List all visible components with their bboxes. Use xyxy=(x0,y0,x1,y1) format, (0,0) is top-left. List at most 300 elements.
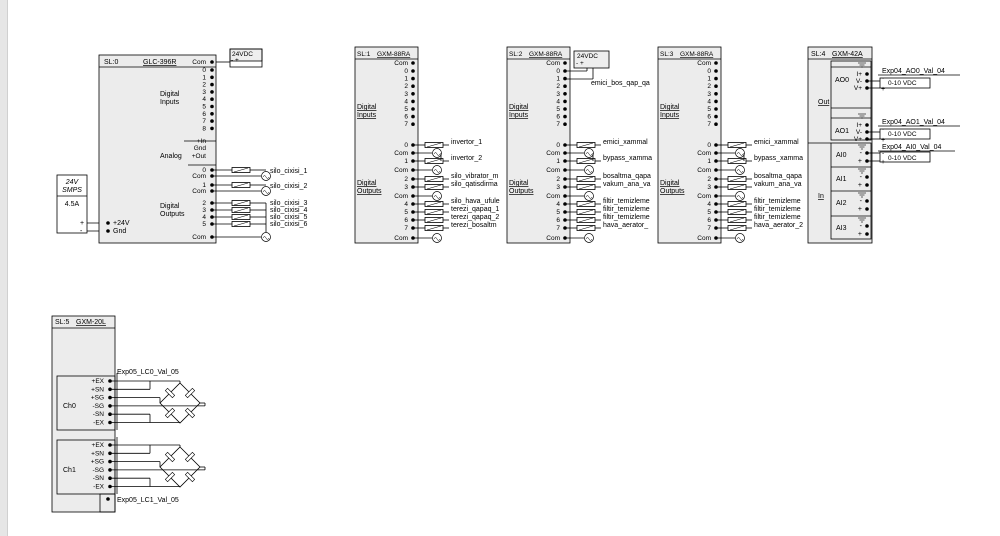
output-pin-label: Com xyxy=(192,173,206,180)
input-pin-label: 1 xyxy=(707,75,711,83)
terminal-dot xyxy=(563,84,567,88)
output-tag-label: silo_qatisdirma xyxy=(451,181,498,188)
lamp-icon xyxy=(433,166,442,175)
relay-contact-icon xyxy=(232,183,250,188)
ai-channel-name: AI3 xyxy=(836,225,847,232)
terminal-dot xyxy=(210,83,214,87)
module-slot-label: SL:1 xyxy=(357,51,371,58)
loadcell-term-label: +EX xyxy=(91,378,104,385)
output-pin-label: 4 xyxy=(202,214,206,221)
input-pin-label: 6 xyxy=(202,110,206,118)
relay-output-circuit xyxy=(716,155,803,164)
relay-output-circuit xyxy=(716,139,799,148)
output-pin-label: 5 xyxy=(202,221,206,228)
relay-output-circuit xyxy=(565,222,648,231)
terminal-dot xyxy=(865,232,869,236)
output-tag-label: silo_cixisi_3 xyxy=(270,200,308,207)
relay-contact-icon xyxy=(232,168,250,173)
input-pin-label: 3 xyxy=(404,90,408,98)
output-pin-label: Com xyxy=(192,234,206,241)
terminal-dot xyxy=(714,84,718,88)
relay-contact-icon xyxy=(232,222,250,227)
input-pin-label: 4 xyxy=(707,98,711,106)
loadcell-term-label: +SN xyxy=(91,386,104,394)
terminal-dot xyxy=(411,92,415,96)
relay-output-circuit xyxy=(413,222,497,231)
output-tag-label: silo_cixisi_4 xyxy=(270,207,308,214)
relay-contact-icon xyxy=(577,177,595,182)
ai-term-label: - xyxy=(859,174,862,181)
digital-outputs-title: Digital xyxy=(660,180,680,187)
lamp-circle xyxy=(585,234,594,243)
input-pin-label: 5 xyxy=(202,103,206,111)
output-tag-label: silo_cixisi_5 xyxy=(270,214,308,221)
ai-channel-name: AI0 xyxy=(836,152,847,159)
ai-term-label: - xyxy=(859,223,862,230)
smps-minus-label: - xyxy=(80,228,83,235)
com-label: Com xyxy=(394,235,408,242)
in-group-label: In xyxy=(818,193,824,200)
com-label: Com xyxy=(697,193,711,200)
lamp-icon xyxy=(262,187,271,196)
terminal-dot xyxy=(865,224,869,228)
loadcell-channel-name: Ch0 xyxy=(63,403,76,410)
plc-supply-pm: - + xyxy=(231,57,239,64)
plc-main-module xyxy=(99,49,307,243)
output-pin-label: 3 xyxy=(404,184,408,191)
output-pin-label: 1 xyxy=(556,158,560,165)
output-tag-label: silo_cixisi_6 xyxy=(270,221,308,228)
plc-output-circuit xyxy=(212,183,307,191)
output-pin-label: 6 xyxy=(556,217,560,224)
loadcell-term-label: -SG xyxy=(92,466,104,474)
output-pin-label: 1 xyxy=(707,158,711,165)
relay-contact-icon xyxy=(577,143,595,148)
input-pin-label: 3 xyxy=(556,90,560,98)
output-pin-label: 4 xyxy=(556,201,560,208)
loadcell-term-label: -SN xyxy=(92,475,104,483)
power-term-label: Gnd xyxy=(113,228,127,235)
terminal-dot xyxy=(865,175,869,179)
lamp-icon xyxy=(736,234,745,243)
lamp-circle xyxy=(585,149,594,158)
output-tag-label: terezi_bosaltm xyxy=(451,222,497,229)
lamp-circle xyxy=(433,166,442,175)
terminal-dot xyxy=(563,61,567,65)
terminal-dot xyxy=(714,107,718,111)
loadcell-bridge-icon xyxy=(160,447,200,487)
plc-output-circuit xyxy=(212,221,307,228)
range-label: 0-10 VDC xyxy=(888,80,917,87)
relay-contact-icon xyxy=(728,202,746,207)
analog-pin-label: +Out xyxy=(191,153,206,160)
terminal-dot xyxy=(714,122,718,126)
lamp-icon xyxy=(262,172,271,181)
ao-tag-label: Exp04_AO1_Val_04 xyxy=(882,119,945,126)
input-pin-label: 5 xyxy=(404,106,408,113)
relay-contact-icon xyxy=(577,210,595,215)
terminal-dot xyxy=(210,76,214,80)
terminal-dot xyxy=(210,112,214,116)
com-label: Com xyxy=(394,167,408,174)
plc-output-circuit xyxy=(212,168,307,176)
plc-output-circuit xyxy=(212,214,307,221)
digital-inputs-title: Digital xyxy=(509,104,529,111)
terminal-dot xyxy=(563,115,567,119)
plc-model-label: GLC-396R xyxy=(143,59,177,66)
loadcell-term-label: +EX xyxy=(91,442,104,449)
com-label: Com xyxy=(546,150,560,157)
terminal-dot xyxy=(210,68,214,72)
output-pin-label: 4 xyxy=(404,201,408,208)
digital-outputs-title: Outputs xyxy=(160,211,185,218)
input-pin-label: 0 xyxy=(404,68,408,75)
lamp-circle xyxy=(736,234,745,243)
terminal-dot xyxy=(411,84,415,88)
output-tag-label: filtir_temizleme xyxy=(754,198,801,205)
com-label: Com xyxy=(697,150,711,157)
range-minus: - xyxy=(882,150,885,157)
relay-contact-icon xyxy=(577,159,595,164)
output-tag-label: emici_xammal xyxy=(603,139,648,146)
input-pin-label: 1 xyxy=(202,74,206,82)
plc-output-circuit xyxy=(212,207,307,214)
input-pin-label: 4 xyxy=(202,96,206,104)
loadcell-term-label: -EX xyxy=(93,419,104,427)
output-pin-label: 4 xyxy=(707,201,711,208)
input-pin-label: 3 xyxy=(707,90,711,98)
output-pin-label: 0 xyxy=(202,167,206,174)
terminal-dot xyxy=(210,97,214,101)
terminal-dot xyxy=(210,127,214,131)
output-pin-label: 2 xyxy=(707,176,711,183)
smps-name-label: SMPS xyxy=(62,187,82,194)
com-label: Com xyxy=(394,60,408,67)
terminal-dot xyxy=(563,92,567,96)
lamp-icon xyxy=(585,149,594,158)
digital-outputs-title: Outputs xyxy=(509,188,534,195)
loadcell-tag-label: Exp05_LC0_Val_05 xyxy=(117,369,179,376)
lamp-circle xyxy=(262,233,271,242)
relay-contact-icon xyxy=(577,226,595,231)
digital-inputs-title: Inputs xyxy=(160,99,180,106)
output-tag-label: terezi_qapaq_2 xyxy=(451,214,500,221)
relay-contact-icon xyxy=(728,218,746,223)
relay-contact-icon xyxy=(425,159,443,164)
input-pin-label: 2 xyxy=(556,83,560,91)
relay-output-circuit xyxy=(413,139,482,148)
digital-inputs-title: Digital xyxy=(357,104,377,111)
output-tag-label: filtir_temizleme xyxy=(603,198,650,205)
relay-module-3 xyxy=(658,47,803,243)
output-pin-label: 3 xyxy=(556,184,560,191)
ao-term-label: V+ xyxy=(853,136,862,143)
relay-output-circuit xyxy=(565,139,648,148)
digital-inputs-title: Digital xyxy=(160,91,180,98)
output-tag-label: hava_aerator_ xyxy=(603,222,649,229)
ao-term-label: I+ xyxy=(856,71,862,78)
range-plus: + xyxy=(881,159,886,166)
lamp-icon xyxy=(433,234,442,243)
terminal-dot xyxy=(411,61,415,65)
range-plus: + xyxy=(881,86,886,93)
output-pin-label: 1 xyxy=(404,158,408,165)
lamp-icon xyxy=(262,233,271,242)
digital-inputs-title: Digital xyxy=(660,104,680,111)
com-label: Com xyxy=(546,235,560,242)
terminal-dot xyxy=(411,107,415,111)
terminal-dot xyxy=(210,119,214,123)
terminal-dot xyxy=(865,123,869,127)
output-tag-label: silo_cixisi_2 xyxy=(270,183,308,190)
module-model-label: GXM-42A xyxy=(832,51,863,58)
output-tag-label: silo_cixisi_1 xyxy=(270,168,308,175)
output-tag-label: bypass_xamma xyxy=(603,155,653,162)
input-pin-label: 7 xyxy=(404,121,408,129)
relay-output-circuit xyxy=(565,181,651,190)
output-tag-label: invertor_1 xyxy=(451,139,483,146)
terminal-dot xyxy=(106,221,110,225)
ai-term-label: + xyxy=(857,182,862,189)
input-pin-label: 6 xyxy=(707,113,711,121)
output-tag-label: invertor_2 xyxy=(451,155,483,162)
terminal-dot xyxy=(865,199,869,203)
output-pin-label: 7 xyxy=(404,225,408,232)
relay-contact-icon xyxy=(425,202,443,207)
loadcell-module xyxy=(52,316,205,512)
output-pin-label: 7 xyxy=(707,225,711,232)
output-pin-label: 5 xyxy=(707,209,711,216)
ao-term-label: V+ xyxy=(853,85,862,92)
output-tag-label: emici_xammal xyxy=(754,139,799,146)
ai-channel-name: AI2 xyxy=(836,200,847,207)
output-pin-label: 2 xyxy=(556,176,560,183)
plc-slot-label: SL:0 xyxy=(104,59,119,66)
digital-inputs-title: Inputs xyxy=(357,112,377,119)
terminal-dot xyxy=(411,77,415,81)
output-pin-label: 6 xyxy=(707,217,711,224)
ao-term-label: V- xyxy=(855,78,862,85)
relay-contact-icon xyxy=(232,208,250,213)
lamp-circle xyxy=(736,192,745,201)
terminal-dot xyxy=(563,122,567,126)
range-label: 0-10 VDC xyxy=(888,131,917,138)
relay-contact-icon xyxy=(425,226,443,231)
output-tag-label: filtir_temizleme xyxy=(603,206,650,213)
range-plus: + xyxy=(881,137,886,144)
relay-contact-icon xyxy=(232,215,250,220)
input-pin-label: 5 xyxy=(707,106,711,113)
analog-title: Analog xyxy=(160,153,182,160)
terminal-dot xyxy=(865,72,869,76)
input-pin-label: 0 xyxy=(707,68,711,75)
loadcell-term-label: -SG xyxy=(92,402,104,410)
terminal-dot xyxy=(106,497,110,501)
analog-pin-label: +In xyxy=(196,138,206,145)
lamp-icon xyxy=(736,192,745,201)
range-minus: - xyxy=(882,126,885,133)
analog-module xyxy=(808,47,960,243)
plc-output-circuit xyxy=(212,200,307,207)
output-tag-label: filtir_temizleme xyxy=(754,214,801,221)
ai-term-label: + xyxy=(857,206,862,213)
lamp-icon xyxy=(585,166,594,175)
module-slot-label: SL:2 xyxy=(509,51,523,58)
ao-channel-name: AO0 xyxy=(835,77,850,84)
output-tag-label: silo_vibrator_m xyxy=(451,173,499,180)
terminal-dot xyxy=(865,207,869,211)
output-tag-label: silo_hava_ufule xyxy=(451,198,500,205)
module-model-label: GXM-20L xyxy=(76,319,106,326)
loadcell-bridge-icon xyxy=(160,383,200,423)
relay-module-box xyxy=(507,47,570,243)
terminal-dot xyxy=(411,100,415,104)
input-pin-label: 2 xyxy=(202,81,206,89)
output-pin-label: 7 xyxy=(556,225,560,232)
lamp-icon xyxy=(433,149,442,158)
input-pin-label: 2 xyxy=(707,83,711,91)
output-tag-label: filtir_temizleme xyxy=(754,206,801,213)
lamp-circle xyxy=(262,172,271,181)
output-pin-label: Com xyxy=(192,188,206,195)
terminal-dot xyxy=(714,69,718,73)
input-pin-label: 8 xyxy=(202,125,206,133)
input-pin-label: 7 xyxy=(556,121,560,129)
output-pin-label: 5 xyxy=(404,209,408,216)
terminal-dot xyxy=(563,77,567,81)
ai-term-label: + xyxy=(857,231,862,238)
input-pin-label: 6 xyxy=(404,113,408,121)
digital-inputs-title: Inputs xyxy=(509,112,529,119)
input-pin-label: 0 xyxy=(202,67,206,74)
loadcell-term-label: +SG xyxy=(90,394,104,402)
relay-module-box xyxy=(355,47,418,243)
terminal-dot xyxy=(210,105,214,109)
bus-tag-label: emici_bos_qap_qa xyxy=(591,80,650,87)
digital-outputs-title: Outputs xyxy=(357,188,382,195)
relay-contact-icon xyxy=(425,210,443,215)
input-pin-label: 1 xyxy=(404,75,408,83)
terminal-dot xyxy=(714,92,718,96)
output-pin-label: 2 xyxy=(202,200,206,207)
relay-contact-icon xyxy=(577,218,595,223)
bridge-diamond xyxy=(160,447,200,487)
input-pin-label: 7 xyxy=(202,118,206,126)
input-pin-label: 1 xyxy=(556,75,560,83)
relay-contact-icon xyxy=(728,210,746,215)
smps-plus-label: + xyxy=(80,220,85,227)
range-label: 0-10 VDC xyxy=(888,155,917,162)
loadcell-term-label: -EX xyxy=(93,483,104,491)
loadcell-module-box xyxy=(52,316,115,512)
output-pin-label: 3 xyxy=(707,184,711,191)
com-label: Com xyxy=(697,235,711,242)
terminal-dot xyxy=(210,90,214,94)
loadcell-tag-label: Exp05_LC1_Val_05 xyxy=(117,497,179,504)
digital-outputs-title: Digital xyxy=(357,180,377,187)
ai-channel-name: AI1 xyxy=(836,176,847,183)
terminal-dot xyxy=(714,100,718,104)
digital-outputs-title: Digital xyxy=(509,180,529,187)
output-tag-label: bosaltma_qapa xyxy=(603,173,651,180)
lamp-circle xyxy=(433,149,442,158)
com-label: Com xyxy=(546,167,560,174)
smps-current-label: 4.5A xyxy=(64,201,80,208)
terminal-dot xyxy=(411,69,415,73)
ao-term-label: I+ xyxy=(856,122,862,129)
plc-supply-label: 24VDC xyxy=(232,51,253,58)
output-pin-label: 0 xyxy=(707,142,711,149)
loadcell-term-label: +SN xyxy=(91,450,104,458)
module-model-label: GXM-88RA xyxy=(680,51,714,58)
loadcell-term-label: -SN xyxy=(92,411,104,419)
terminal-dot xyxy=(106,229,110,233)
digital-outputs-title: Digital xyxy=(160,203,180,210)
lamp-icon xyxy=(585,234,594,243)
terminal-dot xyxy=(714,77,718,81)
ai-term-label: - xyxy=(859,150,862,157)
relay-contact-icon xyxy=(425,185,443,190)
input-pin-label: 0 xyxy=(556,68,560,75)
output-tag-label: bosaltma_qapa xyxy=(754,173,802,180)
relay-output-circuit xyxy=(413,155,482,164)
lamp-icon xyxy=(736,166,745,175)
com-label: Com xyxy=(697,60,711,67)
output-tag-label: terezi_qapaq_1 xyxy=(451,206,500,213)
output-pin-label: 5 xyxy=(556,209,560,216)
relay-contact-icon xyxy=(425,177,443,182)
relay-contact-icon xyxy=(232,201,250,206)
power-term-label: +24V xyxy=(113,220,130,227)
relay-module-1 xyxy=(355,47,500,243)
terminal-dot xyxy=(714,115,718,119)
relay-contact-icon xyxy=(425,218,443,223)
com-label: Com xyxy=(546,193,560,200)
module-slot-label: SL:5 xyxy=(55,319,70,326)
output-pin-label: 1 xyxy=(202,182,206,189)
relay-contact-icon xyxy=(728,159,746,164)
lamp-circle xyxy=(736,149,745,158)
ai-term-label: + xyxy=(857,158,862,165)
relay-output-circuit xyxy=(413,181,498,190)
digital-outputs-title: Outputs xyxy=(660,188,685,195)
com-label: Com xyxy=(546,60,560,67)
plc-com-label: Com xyxy=(192,59,206,66)
terminal-dot xyxy=(411,115,415,119)
relay-output-circuit xyxy=(565,155,652,164)
com-label: Com xyxy=(697,167,711,174)
relay-module-2 xyxy=(507,47,652,243)
terminal-dot xyxy=(563,100,567,104)
module-slot-label: SL:3 xyxy=(660,51,674,58)
lamp-icon xyxy=(736,149,745,158)
loadcell-term-label: +SG xyxy=(90,458,104,466)
terminal-dot xyxy=(714,61,718,65)
analog-pin-label: Gnd xyxy=(193,145,206,152)
smps-voltage-label: 24V xyxy=(65,179,79,186)
ao-channel-name: AO1 xyxy=(835,128,850,135)
bridge-diamond xyxy=(160,383,200,423)
output-pin-label: 6 xyxy=(404,217,408,224)
loadcell-channel-name: Ch1 xyxy=(63,467,76,474)
relay-output-circuit xyxy=(716,222,803,231)
input-pin-label: 3 xyxy=(202,88,206,96)
relay-contact-icon xyxy=(728,143,746,148)
lamp-circle xyxy=(736,166,745,175)
relay-contact-icon xyxy=(728,177,746,182)
lamp-circle xyxy=(262,187,271,196)
input-pin-label: 7 xyxy=(707,121,711,129)
